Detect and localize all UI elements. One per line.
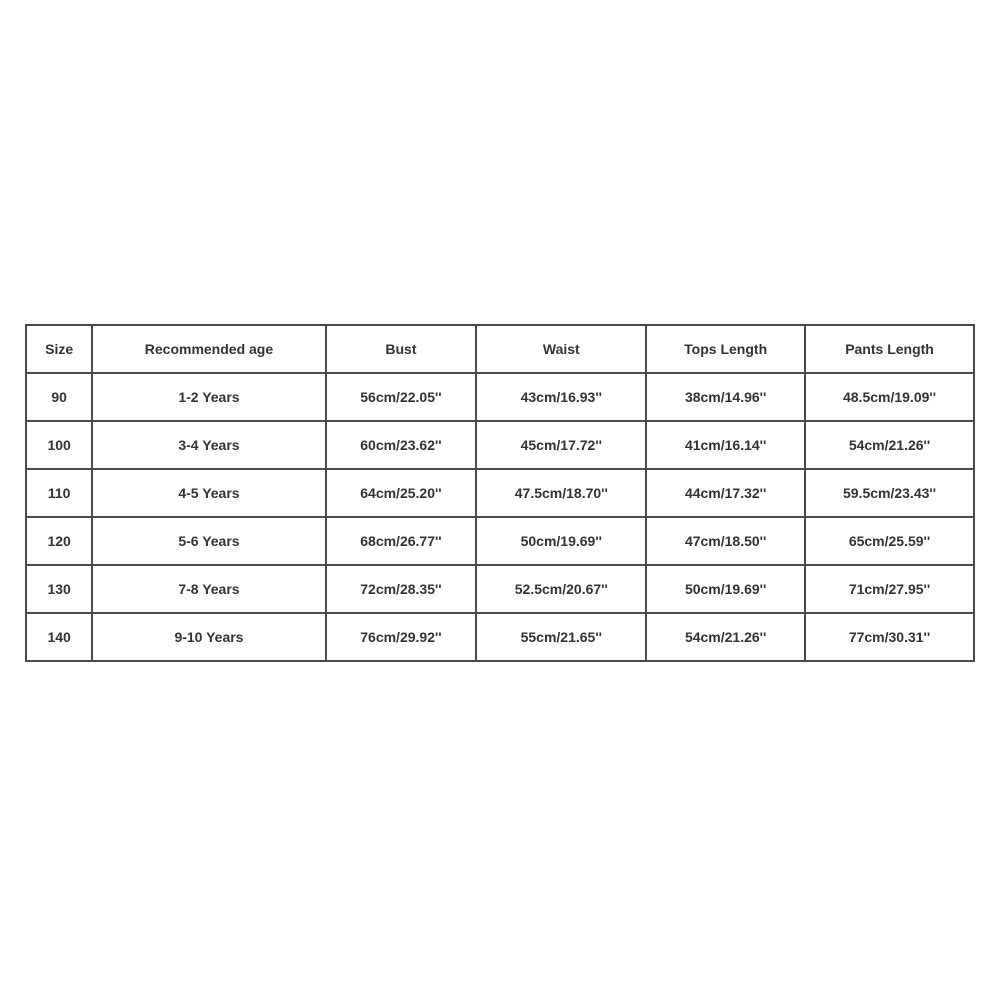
cell-pants-length: 59.5cm/23.43'' (805, 469, 974, 517)
cell-pants-length: 71cm/27.95'' (805, 565, 974, 613)
cell-recommended-age: 4-5 Years (92, 469, 325, 517)
table-row (26, 565, 974, 613)
cell-tops-length: 54cm/21.26'' (646, 613, 805, 661)
cell-waist: 50cm/19.69'' (476, 517, 646, 565)
cell-recommended-age: 3-4 Years (92, 421, 325, 469)
cell-size: 90 (26, 373, 92, 421)
cell-pants-length: 48.5cm/19.09'' (805, 373, 974, 421)
cell-recommended-age: 5-6 Years (92, 517, 325, 565)
cell-recommended-age: 1-2 Years (92, 373, 325, 421)
cell-bust: 64cm/25.20'' (326, 469, 477, 517)
cell-waist: 55cm/21.65'' (476, 613, 646, 661)
table-row (26, 421, 974, 469)
table-row (26, 469, 974, 517)
cell-tops-length: 44cm/17.32'' (646, 469, 805, 517)
cell-waist: 47.5cm/18.70'' (476, 469, 646, 517)
cell-pants-length: 77cm/30.31'' (805, 613, 974, 661)
table-row (26, 373, 974, 421)
header-tops-length: Tops Length (646, 325, 805, 373)
header-waist: Waist (476, 325, 646, 373)
cell-waist: 43cm/16.93'' (476, 373, 646, 421)
cell-size: 120 (26, 517, 92, 565)
cell-recommended-age: 7-8 Years (92, 565, 325, 613)
cell-tops-length: 38cm/14.96'' (646, 373, 805, 421)
cell-tops-length: 41cm/16.14'' (646, 421, 805, 469)
cell-size: 140 (26, 613, 92, 661)
cell-bust: 68cm/26.77'' (326, 517, 477, 565)
header-recommended-age: Recommended age (92, 325, 325, 373)
cell-pants-length: 65cm/25.59'' (805, 517, 974, 565)
cell-bust: 76cm/29.92'' (326, 613, 477, 661)
cell-bust: 60cm/23.62'' (326, 421, 477, 469)
cell-tops-length: 50cm/19.69'' (646, 565, 805, 613)
header-pants-length: Pants Length (805, 325, 974, 373)
cell-size: 100 (26, 421, 92, 469)
cell-tops-length: 47cm/18.50'' (646, 517, 805, 565)
size-chart-table (25, 324, 975, 662)
cell-bust: 56cm/22.05'' (326, 373, 477, 421)
cell-waist: 52.5cm/20.67'' (476, 565, 646, 613)
table-row (26, 517, 974, 565)
cell-size: 110 (26, 469, 92, 517)
header-size: Size (26, 325, 92, 373)
cell-pants-length: 54cm/21.26'' (805, 421, 974, 469)
header-bust: Bust (326, 325, 477, 373)
cell-bust: 72cm/28.35'' (326, 565, 477, 613)
cell-size: 130 (26, 565, 92, 613)
cell-recommended-age: 9-10 Years (92, 613, 325, 661)
header-row (26, 325, 974, 373)
table-row (26, 613, 974, 661)
cell-waist: 45cm/17.72'' (476, 421, 646, 469)
